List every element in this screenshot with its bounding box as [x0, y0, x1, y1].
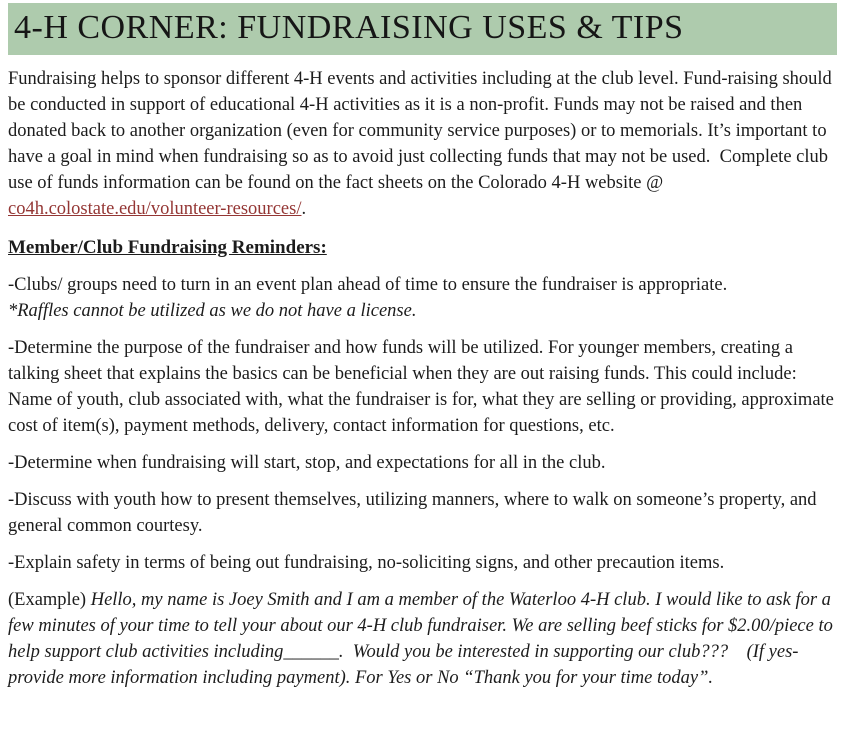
reminder-item-safety: -Explain safety in terms of being out fundraising, no-soliciting signs, and other precaution items.	[8, 553, 725, 573]
example-paragraph	[8, 587, 837, 691]
example-script-text: Hello, my name is Joey Smith and I am a member of the Waterloo 4-H club. I would like to ask for a few minutes of your time to tell your about our 4-H club fundraiser. We are selling beef sticks for $2.00/piece to help support club activities including______. Would you be interested in supporting our club??? (If yes-provide more information including payment). For Yes or No “Thank you for your time today”.	[8, 590, 838, 688]
reminder-item-purpose: -Determine the purpose of the fundraiser and how funds will be utilized. For younger members, creating a talking sheet that explains the basics can be beneficial when they are out raising funds. This could include: Name of youth, club associated with, what the fundraiser is for, what they are selling or providing, approximate cost of item(s), payment methods, delivery, contact information for questions, etc.	[8, 338, 839, 436]
example-label: (Example)	[8, 590, 91, 610]
volunteer-resources-link[interactable]: co4h.colostate.edu/volunteer-resources/	[8, 199, 302, 219]
reminder-raffle-note: *Raffles cannot be utilized as we do not have a license.	[8, 301, 417, 321]
intro-paragraph	[8, 66, 837, 222]
section-heading: Member/Club Fundraising Reminders:	[8, 237, 327, 258]
reminder-item-event-plan	[8, 272, 837, 324]
page-title: 4-H CORNER: FUNDRAISING USES & TIPS	[14, 9, 684, 46]
reminder-item-presentation: -Discuss with youth how to present themselves, utilizing manners, where to walk on someone’s property, and general common courtesy.	[8, 490, 822, 536]
intro-text-after-link: .	[301, 199, 307, 219]
reminder-item-timing: -Determine when fundraising will start, stop, and expectations for all in the club.	[8, 453, 606, 473]
reminder-text: -Clubs/ groups need to turn in an event plan ahead of time to ensure the fundraiser is appropriate.	[8, 275, 728, 295]
page-title-banner	[8, 3, 837, 55]
intro-text-before-link: Fundraising helps to sponsor different 4-H events and activities including at the club level. Fund-raising should be conducted in support of educational 4-H activities as it is a non-profit. Funds may not be raised and then donated back to another organization (even for community service purposes) or to memorials. It’s important to have a goal in mind when fundraising so as to avoid just collecting funds that may not be used. Complete club use of funds information can be found on the fact sheets on the Colorado 4-H website @	[8, 69, 837, 193]
